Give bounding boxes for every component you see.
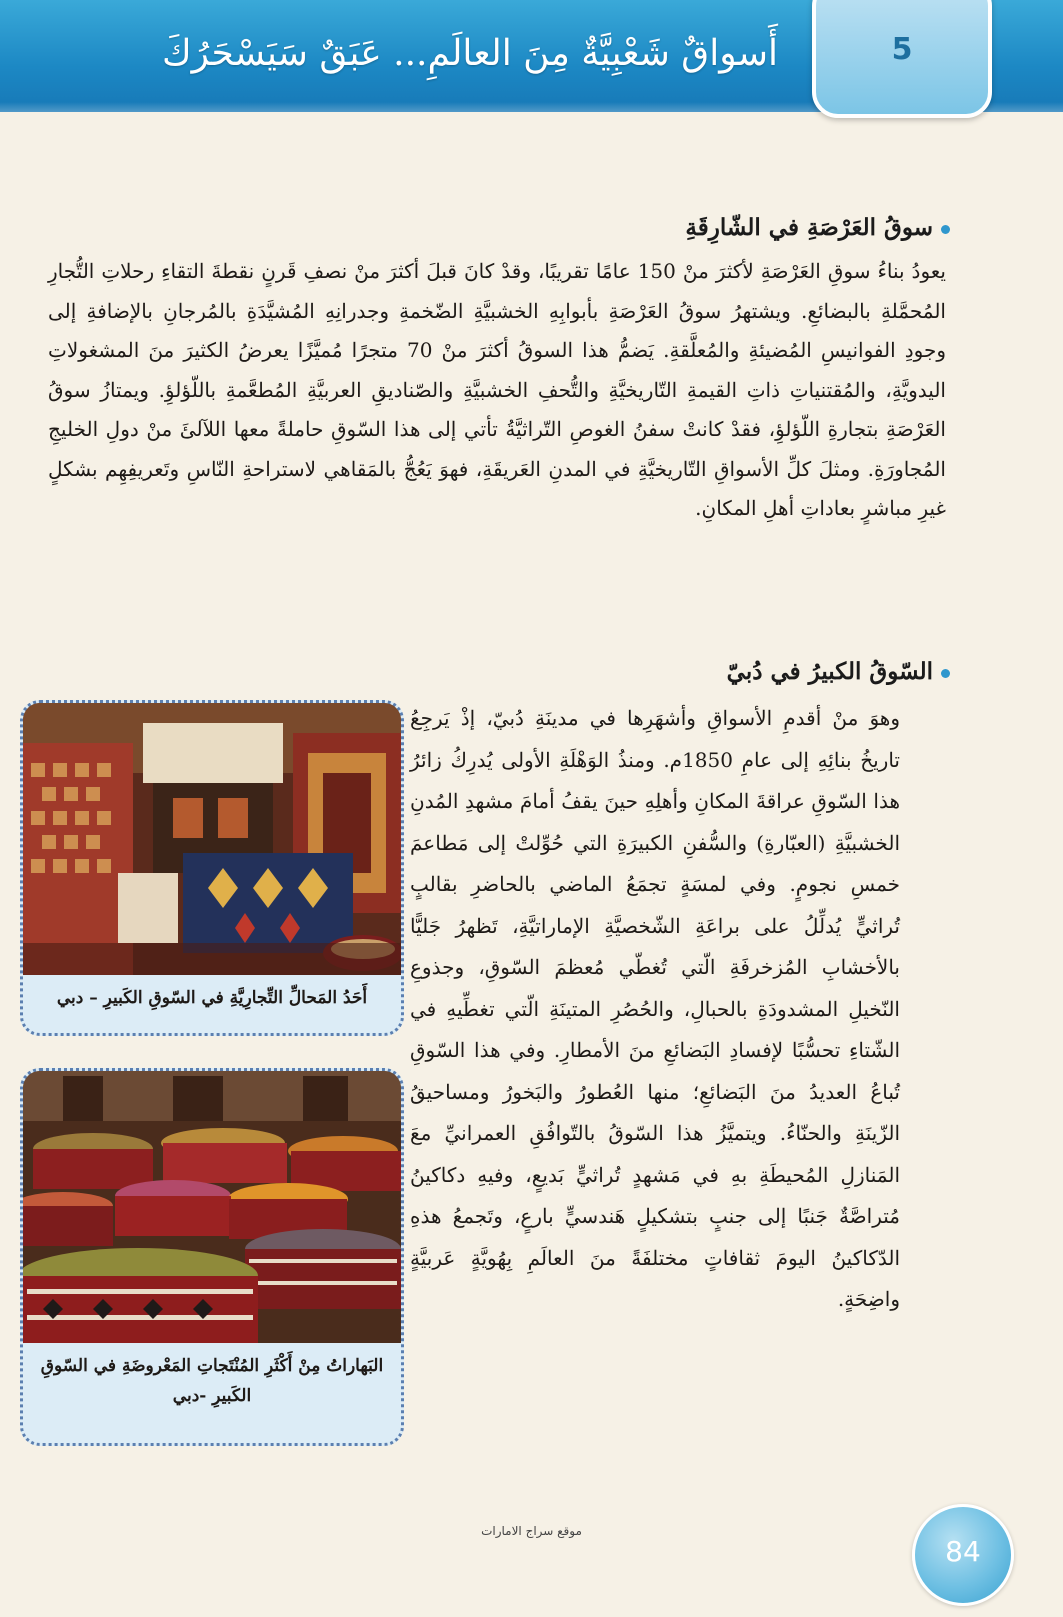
figure-spices — [20, 1068, 404, 1446]
page-number: 84 — [945, 1535, 981, 1568]
section-heading-sharjah — [560, 214, 950, 241]
bullet-icon — [941, 669, 950, 678]
section-heading-text: السّوقُ الكبيرُ في دُبيّ — [726, 658, 933, 685]
section-body-dubai: وهوَ منْ أقدمِ الأسواقِ وأشهَرِها في مدينَةِ دُبيّ، إذْ يَرجِعُ تاريخُ بنائِهِ إلى عامِ 1850م. ومنذُ الوَهْلَةِ الأولى يُدرِكُ زائرُ هذا السّوقِ عراقةَ المكانِ وأهلِهِ حينَ يقفُ أمامَ مشهدِ المُدنِ الخشبيَّةِ (العبّارةِ) والسُّفنِ الكبيرَةِ التي حُوِّلتْ إلى مَطاعمَ خمسِ نجومٍ. وفي لمسَةٍ تجمَعُ الماضي بالحاضرِ بقالبٍ تُراثيٍّ يُدلِّلُ على براعَةِ الشّخصيَّةِ الإماراتيَّةِ، تَظهرُ جَليًّا بالأخشابِ المُزخرفَةِ الّتي تُغطّي مُعظمَ السّوقِ، وجذوعِ النّخيلِ المشدودَةِ بالحبالِ، والحُصُرِ المتينَةِ الّتي تغطِّيهِ في الشّتاءِ تحسُّبًا لإفسادِ البَضائعِ منَ الأمطارِ. وفي هذا السّوقِ تُباعُ العديدُ منَ البَضائعِ؛ منها العُطورُ والبَخورُ ومساحيقُ الزّينَةِ والحنّاءُ. ويتميَّزُ هذا السّوقُ بالتّوافُقِ العمرانيِّ معَ المَنازلِ المُحيطَةِ بهِ في مَشهدٍ تُراثيٍّ بَديعٍ، وفيهِ دكاكينُ مُتراصَّةٌ جَنبًا إلى جنبٍ بتشكيلٍ هَندسيٍّ بارعٍ، وتَجمعُ هذهِ الدّكاكينُ اليومَ ثقافاتٍ مختلفَةً منَ العالَمِ بِهُويَّةٍ عَربيَّةٍ واضِحَةٍ. — [410, 706, 900, 1311]
carpet-shop-photo — [23, 703, 401, 975]
chapter-title: أَسواقٌ شَعْبِيَّةٌ مِنَ العالَمِ... عَبَقٌ سَيَسْحَرُكَ — [161, 33, 778, 74]
spices-illustration — [23, 1071, 401, 1343]
section-heading-text: سوقُ العَرْصَةِ في الشّارِقَةِ — [685, 214, 933, 241]
figure-caption: أَحَدُ المَحالِّ التِّجارِيَّةِ في السّوقِ الكَبيرِ – دبي — [56, 988, 368, 1008]
page-number-badge — [912, 1504, 1014, 1606]
section-heading-dubai — [560, 658, 950, 685]
carpet-shop-illustration — [23, 703, 401, 975]
section-body-sharjah: يعودُ بناءُ سوقِ العَرْصَةِ لأكثرَ منْ 150 عامًا تقريبًا، وقدْ كانَ قبلَ أكثرَ منْ نصفِ قَرنٍ نقطةَ التقاءِ رحلاتِ التُّجارِ المُحمَّلةِ بالبضائعِ. ويشتهرُ سوقُ العَرْصَةِ بأبوابِهِ الخشبيَّةِ الضّخمةِ وجدرانِهِ المُشيَّدَةِ بالمُرجانِ بالإضافةِ إلى وجودِ الفوانيسِ المُضيئةِ والمُعلَّقةِ. يَضمُّ هذا السوقُ أكثرَ منْ 70 متجرًا مُميَّزًا يعرضُ الكثيرَ منَ المشغولاتِ اليدويَّةِ، والمُقتنياتِ ذاتِ القيمةِ التّاريخيَّةِ والتُّحفِ الخشبيَّةِ والصّناديقِ العربيَّةِ المُطعَّمةِ باللّؤلؤِ. ويمتازُ سوقُ العَرْصَةِ بتجارةِ اللّؤلؤِ، فقدْ كانتْ سفنُ الغوصِ التّراثيَّةُ تأتي إلى هذا السّوقِ حاملةً معها اللآلئَ منْ دولِ الخليجِ المُجاورَةِ. ومثلَ كلِّ الأسواقِ التّاريخيَّةِ في المدنِ العَريقَةِ، فهوَ يَعُجُّ بالمَقاهي لاستراحةِ النّاسِ وتَعريفِهِم بشكلٍ غيرِ مباشرٍ بعاداتِ أهلِ المكانِ. — [48, 259, 947, 520]
figure-caption: البَهاراتُ مِنْ أَكْثَرِ المُنْتَجاتِ المَعْروضَةِ في السّوقِ الكَبيرِ -دبي — [40, 1356, 384, 1406]
chapter-number: 5 — [891, 32, 913, 67]
bullet-icon — [941, 225, 950, 234]
figure-carpet-shop — [20, 700, 404, 1036]
chapter-number-tab — [812, 0, 992, 118]
footer-site-name: موقع سراج الامارات — [481, 1524, 582, 1538]
spices-photo — [23, 1071, 401, 1343]
